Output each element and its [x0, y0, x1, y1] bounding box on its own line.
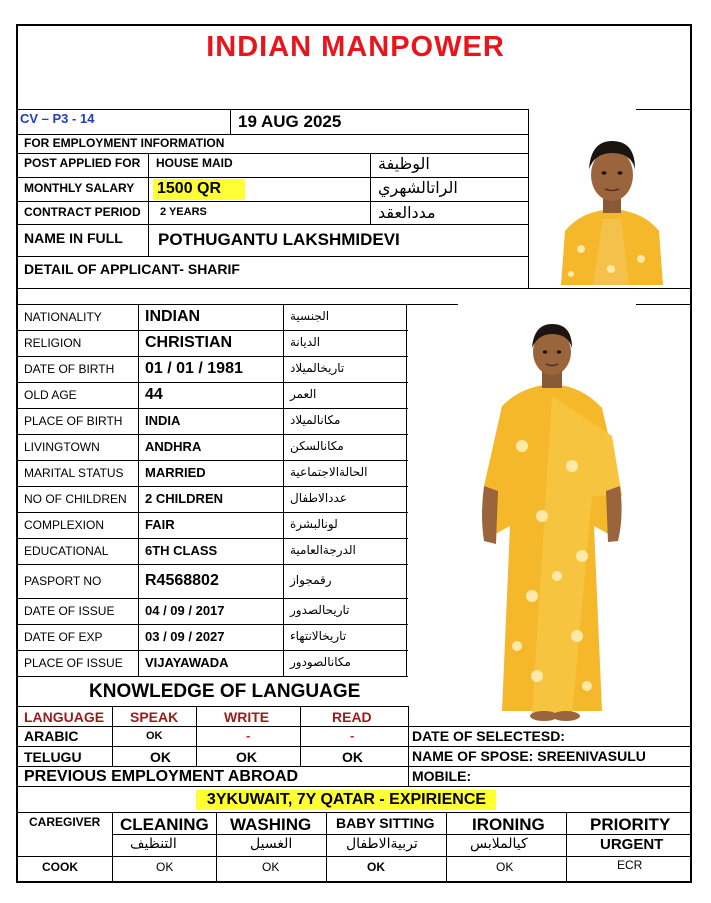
language-header: LANGUAGE [24, 709, 105, 725]
detail-arabic: تاريحالصدور [290, 603, 350, 617]
contract-value: 2 YEARS [160, 206, 207, 218]
detail-label: DATE OF EXP [24, 630, 103, 644]
previous-employment-title: PREVIOUS EMPLOYMENT ABROAD [24, 768, 299, 785]
page-title: INDIAN MANPOWER [206, 31, 505, 63]
detail-arabic: مكانالصودور [290, 655, 351, 669]
washing-arabic: الغسيل [250, 836, 293, 852]
detail-arabic: عددالاطفال [290, 491, 347, 505]
detail-arabic: العمر [290, 387, 317, 401]
detail-arabic: الديانة [290, 335, 321, 349]
contract-label: CONTRACT PERIOD [24, 205, 141, 219]
detail-arabic: لونالبشرة [290, 517, 338, 531]
washing-value: OK [262, 860, 280, 874]
detail-arabic: مكانالميلاد [290, 413, 341, 427]
ecr-value: ECR [617, 858, 643, 872]
baby-sitting-header: BABY SITTING [336, 815, 435, 831]
ironing-value: OK [496, 860, 514, 874]
detail-label: RELIGION [24, 336, 82, 350]
detail-label: DATE OF BIRTH [24, 362, 115, 376]
write-header: WRITE [224, 709, 270, 725]
priority-header: PRIORITY [590, 815, 671, 834]
detail-arabic: تاريخالميلاد [290, 361, 345, 375]
detail-label: DETAIL OF APPLICANT- SHARIF [24, 261, 240, 277]
detail-arabic: الجنسية [290, 309, 330, 323]
detail-value: CHRISTIAN [145, 334, 233, 351]
name-label: NAME IN FULL [24, 230, 123, 246]
speak-header: SPEAK [130, 709, 179, 725]
detail-value: R4568802 [145, 572, 219, 589]
detail-label: NO OF CHILDREN [24, 492, 127, 506]
detail-value: 2 CHILDREN [145, 491, 224, 506]
detail-arabic: الدرجةالعامية [290, 543, 356, 557]
detail-value: FAIR [145, 517, 175, 532]
post-label: POST APPLIED FOR [24, 156, 141, 170]
detail-label: EDUCATIONAL [24, 544, 109, 558]
detail-arabic: مكانالسكن [290, 439, 344, 453]
arabic-speak: OK [146, 730, 163, 742]
post-value: HOUSE MAID [156, 156, 233, 170]
detail-arabic: رقمجواز [290, 573, 332, 587]
ironing-arabic: كيالملابس [470, 836, 528, 852]
salary-value: 1500 QR [157, 180, 222, 197]
telugu-read: OK [342, 749, 363, 765]
detail-arabic: تاريخالانتهاء [290, 629, 347, 643]
cleaning-header: CLEANING [120, 815, 209, 834]
washing-header: WASHING [230, 815, 312, 834]
experience-text: 3YKUWAIT, 7Y QATAR - EXPIRIENCE [206, 791, 487, 808]
telugu-speak: OK [150, 749, 171, 765]
language-row-telugu: TELUGU [24, 749, 82, 765]
caregiver-header: CAREGIVER [29, 815, 101, 829]
cleaning-arabic: التنظيف [130, 836, 177, 852]
cv-reference: CV – P3 - 14 [20, 111, 95, 126]
detail-label: NATIONALITY [24, 310, 102, 324]
cv-date: 19 AUG 2025 [238, 112, 342, 131]
language-title: KNOWLEDGE OF LANGUAGE [89, 681, 361, 702]
baby-sitting-arabic: تربيةالاطفال [346, 836, 418, 852]
detail-label: DATE OF ISSUE [24, 604, 115, 618]
detail-value: 03 / 09 / 2027 [145, 629, 225, 644]
date-selected: DATE OF SELECTESD: [412, 728, 565, 744]
post-arabic: الوظيفة [378, 154, 430, 173]
employment-section-label: FOR EMPLOYMENT INFORMATION [24, 136, 225, 150]
ironing-header: IRONING [472, 815, 545, 834]
detail-value: 01 / 01 / 1981 [145, 360, 243, 377]
arabic-read: - [350, 728, 355, 743]
detail-label: PLACE OF ISSUE [24, 656, 123, 670]
read-header: READ [332, 709, 372, 725]
detail-value: 44 [145, 386, 163, 403]
contract-arabic: مددالعقد [378, 203, 436, 222]
name-value: POTHUGANTU LAKSHMIDEVI [158, 230, 400, 249]
detail-value: INDIA [145, 413, 181, 428]
detail-label: OLD AGE [24, 388, 77, 402]
full-length-photo [462, 316, 642, 724]
detail-label: MARITAL STATUS [24, 466, 124, 480]
language-row-arabic: ARABIC [24, 728, 79, 744]
detail-value: VIJAYAWADA [145, 655, 229, 670]
telugu-write: OK [236, 749, 257, 765]
mobile-label: MOBILE: [412, 768, 472, 784]
detail-label: LIVINGTOWN [24, 440, 100, 454]
detail-value: MARRIED [145, 465, 206, 480]
detail-value: 6TH CLASS [145, 543, 218, 558]
detail-label: COMPLEXION [24, 518, 105, 532]
spouse-name: NAME OF SPOSE: SREENIVASULU [412, 748, 646, 764]
detail-value: INDIAN [145, 308, 201, 325]
portrait-photo [551, 119, 673, 285]
arabic-write: - [246, 728, 251, 743]
cook-value: COOK [42, 860, 78, 874]
salary-arabic: الراتالشهري [378, 178, 458, 197]
detail-value: 04 / 09 / 2017 [145, 603, 225, 618]
detail-label: PASPORT NO [24, 574, 102, 588]
detail-value: ANDHRA [145, 439, 202, 454]
detail-arabic: الحالةالاجتماعية [290, 465, 368, 479]
salary-label: MONTHLY SALARY [24, 181, 135, 195]
cleaning-value: OK [156, 860, 174, 874]
urgent-label: URGENT [600, 836, 664, 853]
detail-label: PLACE OF BIRTH [24, 414, 123, 428]
baby-sitting-value: OK [367, 860, 385, 874]
